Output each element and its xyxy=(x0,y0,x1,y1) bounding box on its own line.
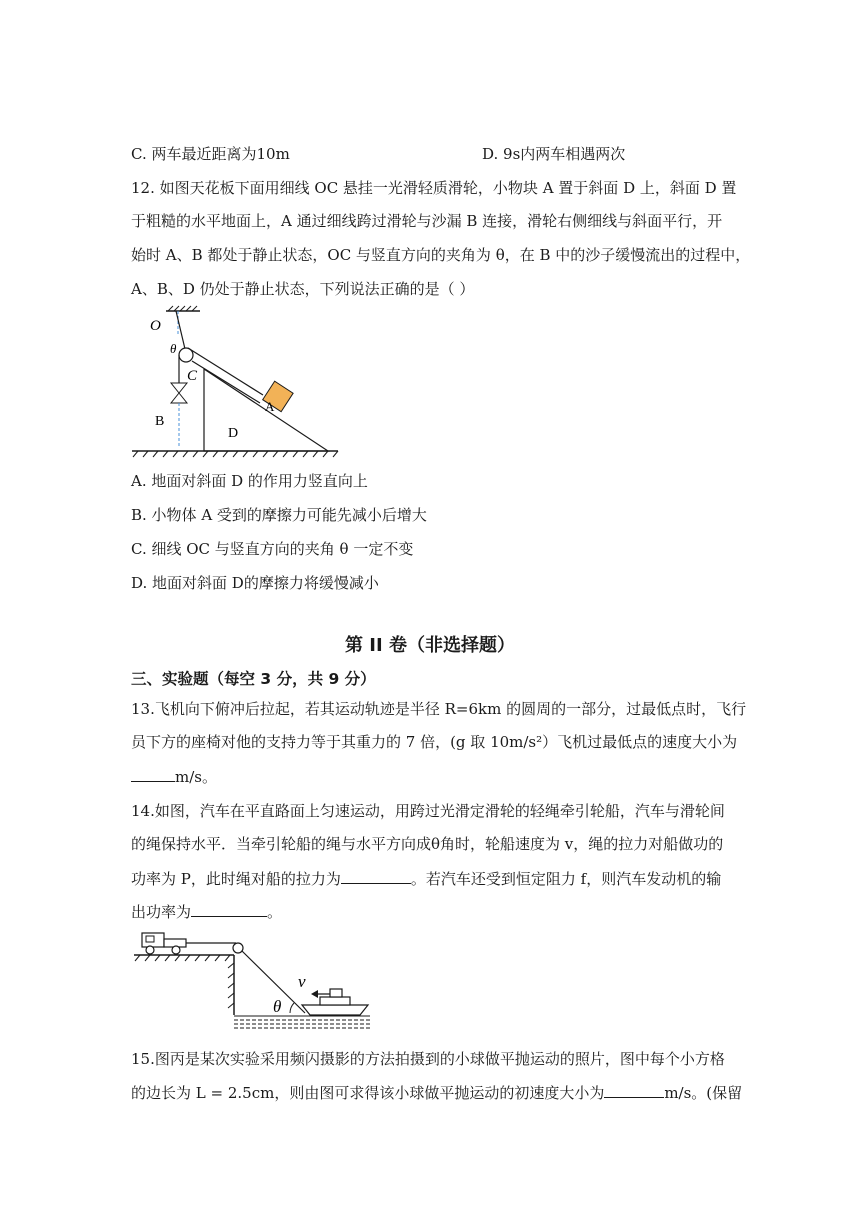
q11-option-c: C. 两车最近距离为10m xyxy=(131,145,290,163)
q14-figure xyxy=(130,925,375,1035)
answer-blank[interactable] xyxy=(131,765,175,782)
q12-option-d: D. 地面对斜面 D的摩擦力将缓慢减小 xyxy=(131,574,379,592)
label-theta: θ xyxy=(170,341,177,356)
q15-line-1: 15.图丙是某次实验采用频闪摄影的方法拍摄到的小球做平抛运动的照片，图中每个小方格 xyxy=(131,1050,725,1068)
label-v: v xyxy=(298,972,306,991)
q14-line-3: 功率为 P，此时绳对船的拉力为 。若汽车还受到恒定阻力 f，则汽车发动机的输 xyxy=(131,867,741,890)
answer-blank[interactable] xyxy=(604,1081,664,1098)
section-subtitle: 三、实验题（每空 3 分，共 9 分） xyxy=(131,670,376,688)
q12-stem-line-1: 12. 如图天花板下面用细线 OC 悬挂一光滑轻质滑轮，小物块 A 置于斜面 D 上，斜面 D 置 xyxy=(131,179,737,197)
q12-option-a: A. 地面对斜面 D 的作用力竖直向上 xyxy=(131,472,368,490)
label-o: O xyxy=(150,318,161,334)
answer-blank[interactable] xyxy=(191,900,267,917)
q15-line-2: 的边长为 L = 2.5cm，则由图可求得该小球做平抛运动的初速度大小为 m/s。(保留 xyxy=(131,1081,741,1104)
label-d: D xyxy=(228,426,239,441)
q13-line-3: m/s。 xyxy=(131,765,741,788)
q13-line-1: 13.飞机向下俯冲后拉起，若其运动轨迹是半径 R=6km 的圆周的一部分，过最低点时，飞行 xyxy=(131,700,747,718)
label-a: A xyxy=(265,399,275,414)
q12-option-b: B. 小物体 A 受到的摩擦力可能先减小后增大 xyxy=(131,506,427,524)
answer-blank[interactable] xyxy=(341,867,411,884)
label-b: B xyxy=(155,414,165,429)
q13-line-2: 员下方的座椅对他的支持力等于其重力的 7 倍，(g 取 10m/s²）飞机过最低点的速度大小为 xyxy=(131,733,738,751)
q12-figure xyxy=(130,305,340,460)
q14-line-4: 出功率为 。 xyxy=(131,900,741,923)
section-title: 第 II 卷（非选择题） xyxy=(345,635,515,656)
label-c: C xyxy=(187,368,198,384)
q12-stem-line-4: A、B、D 仍处于静止状态，下列说法正确的是（ ） xyxy=(131,280,475,298)
q14-line-1: 14.如图，汽车在平直路面上匀速运动，用跨过光滑定滑轮的轻绳牵引轮船，汽车与滑轮间 xyxy=(131,802,725,820)
label-theta: θ xyxy=(273,997,282,1016)
q14-line-2: 的绳保持水平．当牵引轮船的绳与水平方向成θ角时，轮船速度为 v，绳的拉力对船做功的 xyxy=(131,835,724,853)
q11-option-d: D. 9s内两车相遇两次 xyxy=(482,145,626,163)
q12-option-c: C. 细线 OC 与竖直方向的夹角 θ 一定不变 xyxy=(131,540,414,558)
q12-stem-line-3: 始时 A、B 都处于静止状态，OC 与竖直方向的夹角为 θ，在 B 中的沙子缓慢流出的过程中， xyxy=(131,246,751,264)
q12-stem-line-2: 于粗糙的水平地面上，A 通过细线跨过滑轮与沙漏 B 连接，滑轮右侧细线与斜面平行，开 xyxy=(131,212,723,230)
